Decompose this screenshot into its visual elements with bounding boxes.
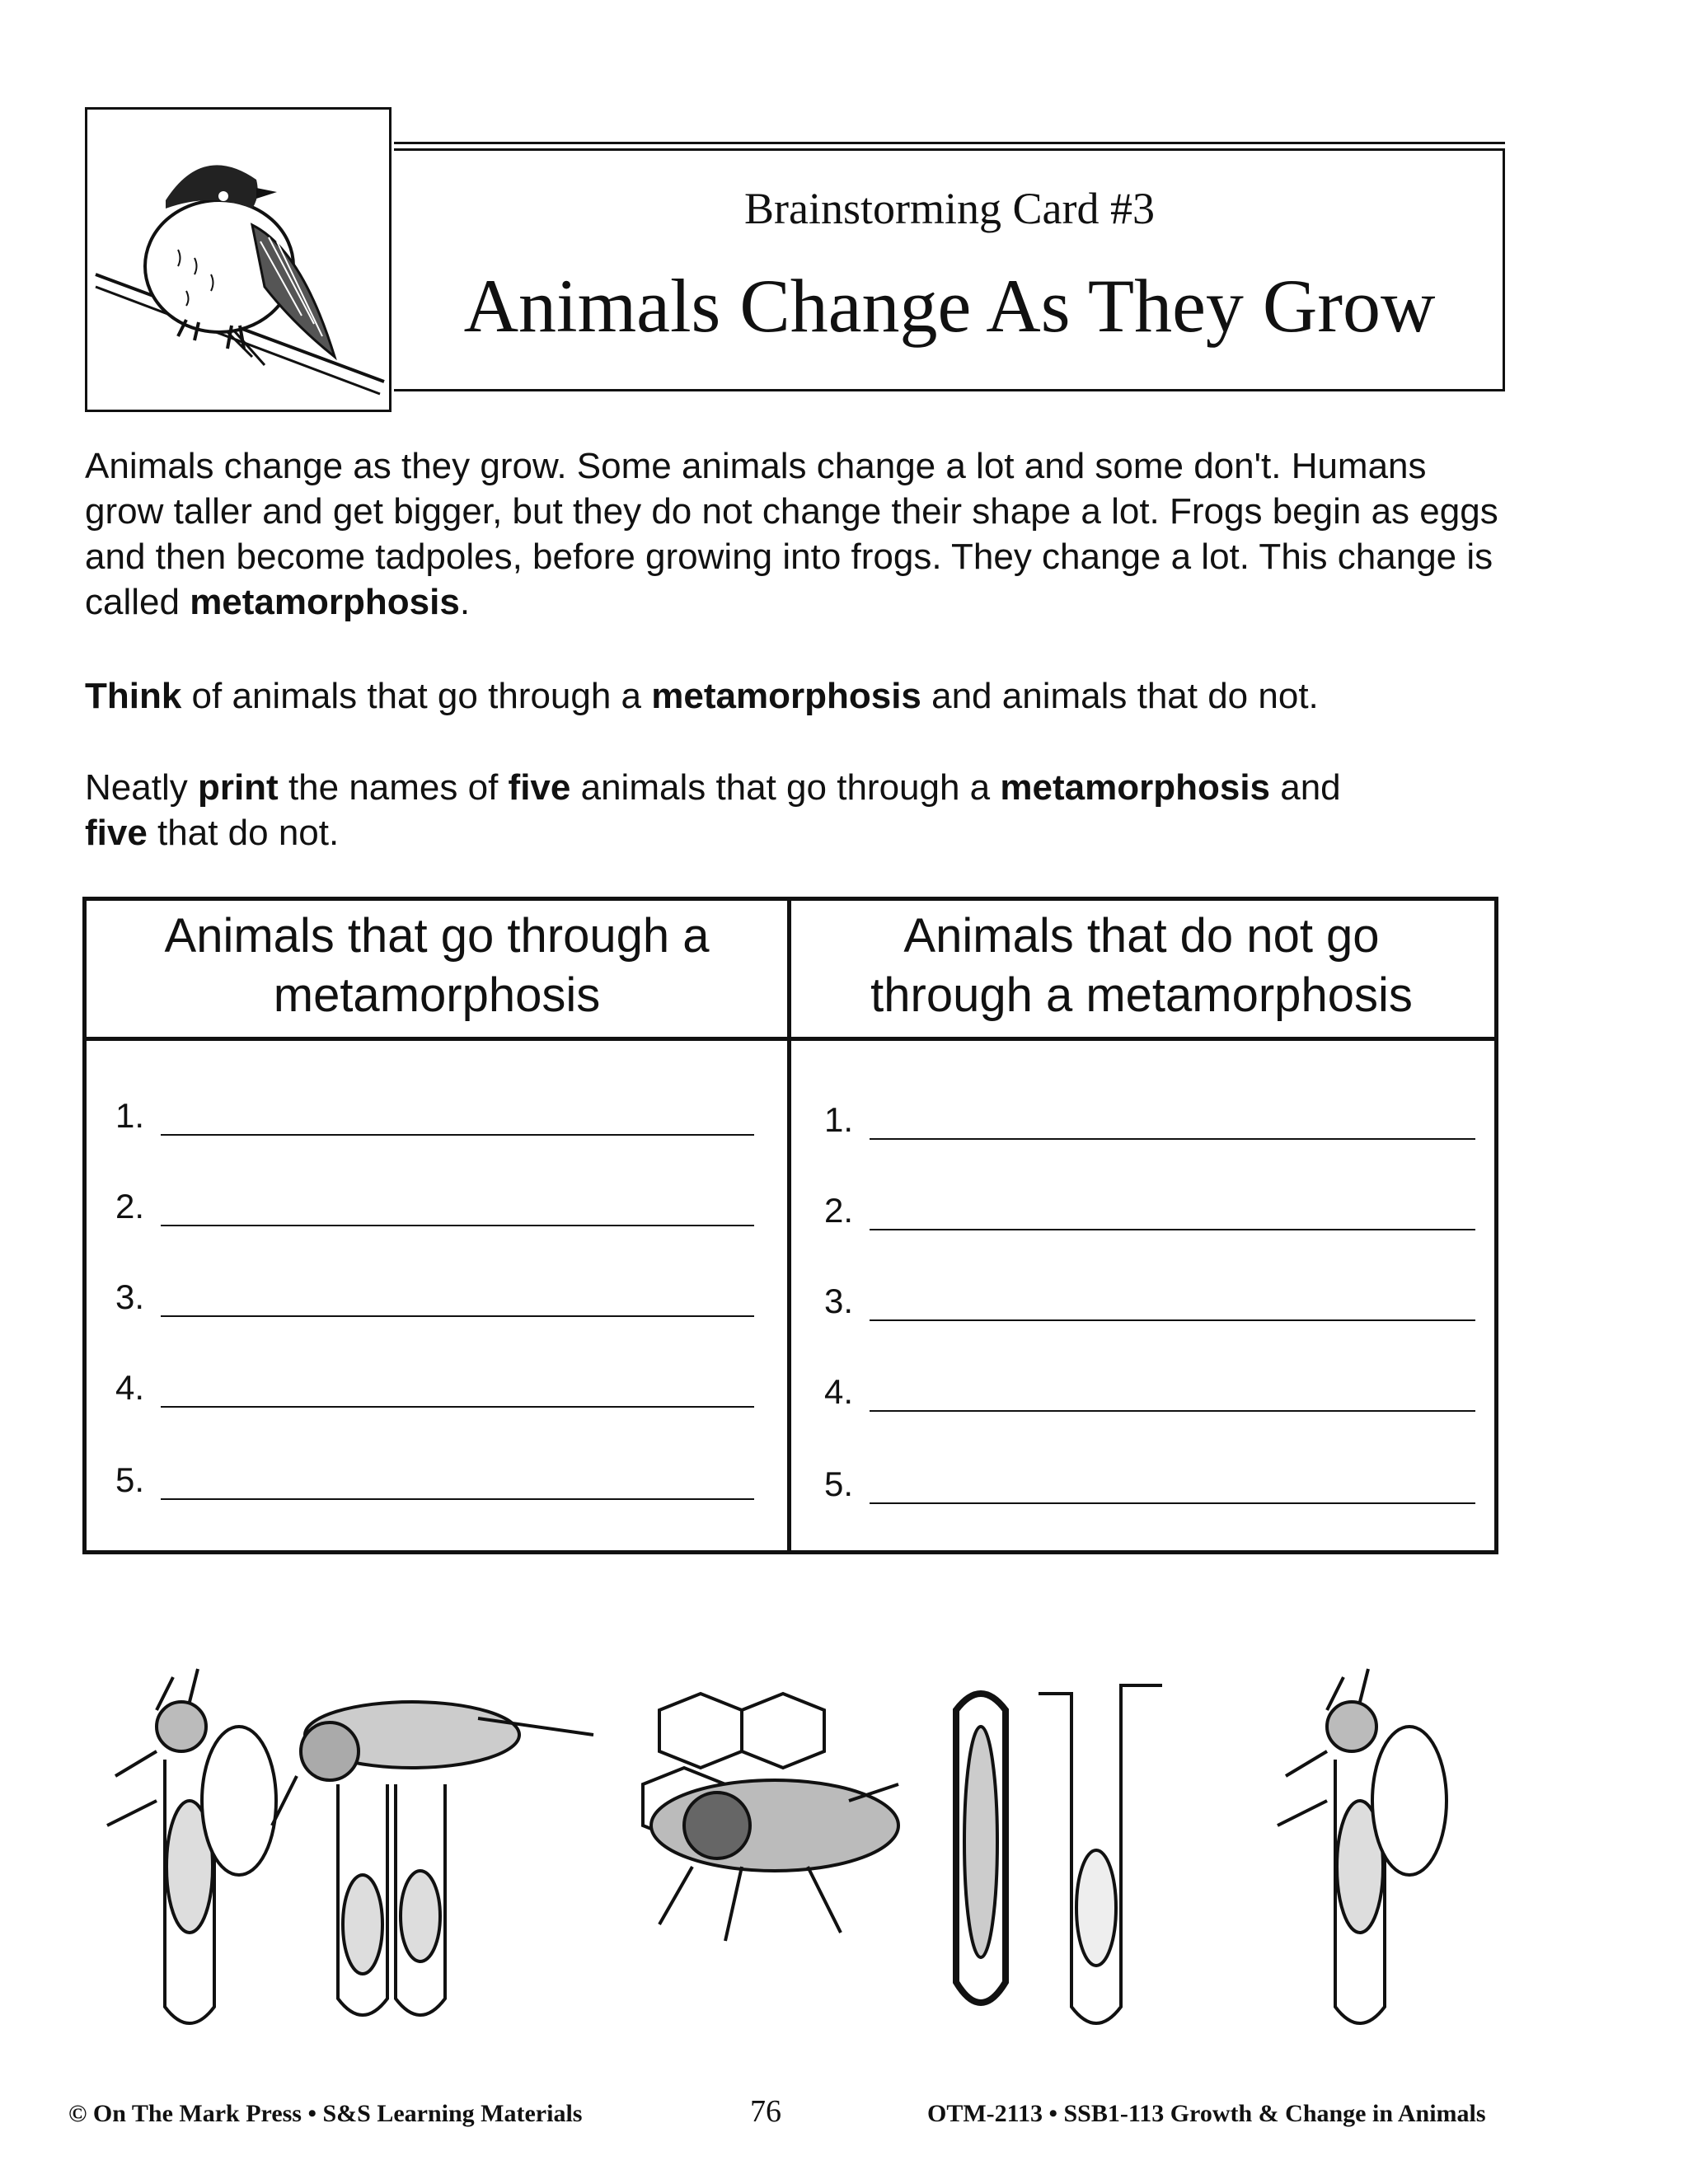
adult-bee-icon bbox=[107, 1669, 276, 2023]
keyword-think: Think bbox=[85, 676, 182, 716]
bee-lifecycle-drawing bbox=[66, 1661, 1533, 2040]
chickadee-illustration bbox=[87, 110, 389, 410]
instruction-text: animals that go through a bbox=[570, 767, 1001, 808]
instruction-text: Neatly bbox=[85, 767, 198, 808]
line-number: 5. bbox=[824, 1465, 854, 1503]
line-number: 1. bbox=[824, 1100, 854, 1139]
line-number: 2. bbox=[115, 1187, 145, 1226]
heading-line: Animals that go through a bbox=[164, 909, 710, 963]
keyword-metamorphosis: metamorphosis bbox=[190, 582, 460, 622]
column-heading-metamorphosis bbox=[91, 907, 783, 1025]
bee-pupa-cell-icon bbox=[956, 1694, 1006, 2003]
keyword-metamorphosis: metamorphosis bbox=[651, 676, 921, 716]
line-number: 3. bbox=[824, 1282, 854, 1320]
line-number: 5. bbox=[115, 1460, 145, 1499]
honeycomb-bee-icon bbox=[643, 1694, 898, 1941]
line-number: 3. bbox=[115, 1277, 145, 1316]
print-instruction bbox=[85, 765, 1503, 855]
page-title: Animals Change As They Grow bbox=[463, 264, 1436, 348]
column-heading-no-metamorphosis bbox=[795, 907, 1488, 1025]
write-line[interactable] bbox=[870, 1319, 1475, 1321]
write-line[interactable] bbox=[161, 1134, 754, 1136]
instruction-text: of animals that go through a bbox=[181, 676, 652, 716]
write-line[interactable] bbox=[870, 1502, 1475, 1504]
bird-illustration-box bbox=[85, 107, 392, 412]
heading-line: metamorphosis bbox=[273, 968, 601, 1022]
write-line[interactable] bbox=[161, 1498, 754, 1500]
keyword-five: five bbox=[85, 813, 148, 853]
bee-lifecycle-illustrations bbox=[66, 1661, 1533, 2040]
intro-text: Animals change as they grow. Some animals change a lot and some don't. Humans grow taller and get bigger, but they do not change their shape a lot. Frogs begin as eggs and then become tadpoles, before growing into frogs. They change a lot. This change is called bbox=[85, 446, 1498, 622]
write-line[interactable] bbox=[870, 1410, 1475, 1412]
instruction-text: and animals that do not. bbox=[921, 676, 1319, 716]
instruction-text: and bbox=[1270, 767, 1341, 808]
heading-line: Animals that do not go bbox=[903, 909, 1380, 963]
card-label: Brainstorming Card #3 bbox=[744, 184, 1155, 233]
write-line[interactable] bbox=[870, 1138, 1475, 1140]
line-number: 1. bbox=[115, 1096, 145, 1135]
adult-bee-icon bbox=[1278, 1669, 1447, 2023]
keyword-print: print bbox=[197, 767, 279, 808]
keyword-five: five bbox=[508, 767, 571, 808]
heading-line: through a metamorphosis bbox=[870, 968, 1413, 1022]
write-line[interactable] bbox=[161, 1225, 754, 1226]
page-number: 76 bbox=[750, 2094, 781, 2129]
bee-larva-cell-icon bbox=[1039, 1685, 1162, 2023]
write-line[interactable] bbox=[870, 1229, 1475, 1230]
line-number: 4. bbox=[824, 1372, 854, 1411]
footer-product-code: OTM-2113 • SSB1-113 Growth & Change in Animals bbox=[927, 2100, 1486, 2127]
column-divider bbox=[787, 897, 791, 1554]
write-line[interactable] bbox=[161, 1406, 754, 1408]
intro-text-end: . bbox=[459, 582, 471, 622]
intro-paragraph bbox=[85, 443, 1503, 625]
line-number: 4. bbox=[115, 1368, 145, 1407]
keyword-metamorphosis: metamorphosis bbox=[1000, 767, 1271, 808]
instruction-text: that do not. bbox=[147, 813, 340, 853]
line-number: 2. bbox=[824, 1191, 854, 1230]
instruction-text: the names of bbox=[278, 767, 509, 808]
footer-copyright: © On The Mark Press • S&S Learning Materials bbox=[68, 2100, 583, 2127]
header-divider bbox=[82, 1037, 1498, 1041]
think-instruction bbox=[85, 673, 1503, 719]
write-line[interactable] bbox=[161, 1315, 754, 1317]
bee-larvae-cells-icon bbox=[272, 1702, 593, 2015]
title-box-top-rule bbox=[394, 142, 1505, 144]
